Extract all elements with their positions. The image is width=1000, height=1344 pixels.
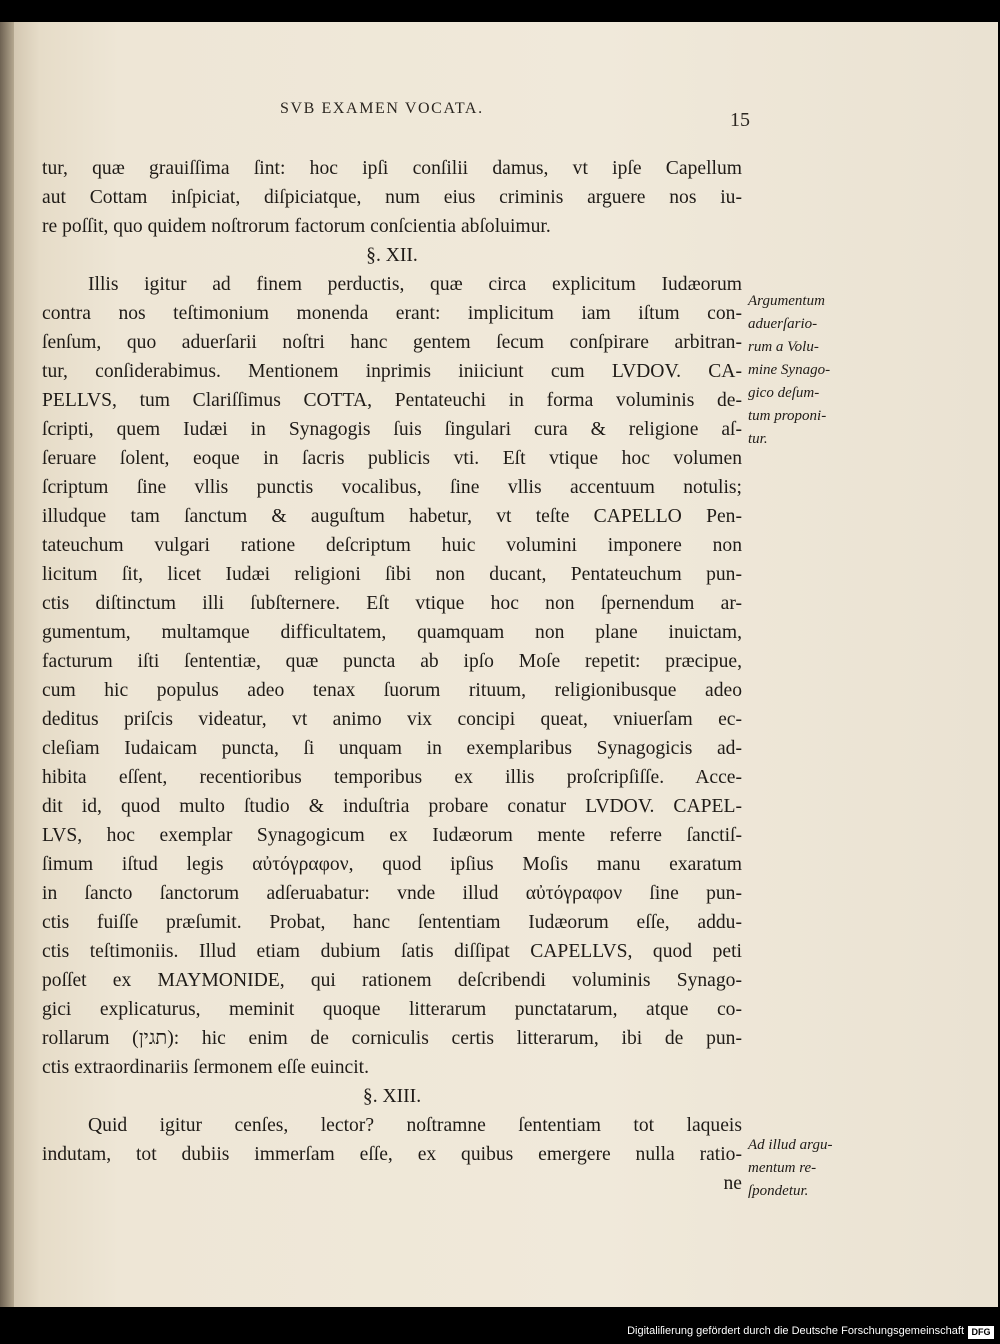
- page-header: [0, 78, 998, 131]
- text-line: indutam, tot dubiis immerſam eſſe, ex quibus emergere nulla ratio-: [42, 1144, 742, 1165]
- text-line: ſimum iſtud legis αὐτόγραφον, quod ipſius Moſis manu exaratum: [42, 854, 742, 875]
- text-line: cum hic populus adeo tenax ſuorum rituum, religionibusque adeo: [42, 680, 742, 701]
- section-heading: §. XII.: [366, 245, 418, 266]
- dfg-logo-icon: DFG: [968, 1326, 994, 1339]
- margin-note-line: Ad illud argu-: [748, 1137, 833, 1153]
- text-line: tur, quæ grauiſſima ſint: hoc ipſi conſilii damus, vt ipſe Capellum: [42, 158, 742, 179]
- section-heading: §. XIII.: [362, 1086, 422, 1107]
- running-head: SVB EXAMEN VOCATA.: [280, 100, 484, 117]
- text-line: ſeruare ſolent, eoque in ſacris publicis vti. Eſt vtique hoc volumen: [42, 448, 742, 469]
- text-line: contra nos teſtimonium monenda erant: implicitum iam iſtum con-: [42, 303, 742, 324]
- text-line: ctis diſtinctum illi ſubſternere. Eſt vtique hoc non ſpernendum ar-: [42, 593, 742, 614]
- margin-note-line: tur.: [748, 431, 768, 447]
- text-line: gici explicaturus, meminit quoque litterarum punctatarum, atque co-: [42, 999, 742, 1020]
- text-line: aut Cottam inſpiciat, diſpiciatque, num eius criminis arguere nos iu-: [42, 187, 742, 208]
- margin-note-response: [748, 1134, 888, 1203]
- text-line: poſſet ex MAYMONIDE, qui rationem deſcribendi voluminis Synago-: [42, 970, 742, 991]
- margin-note-line: aduerſario-: [748, 316, 818, 332]
- margin-note-line: tum proponi-: [748, 408, 827, 424]
- margin-note-line: Argumentum: [748, 293, 825, 309]
- text-line: cleſiam Iudaicam puncta, ſi unquam in exemplaribus Synagogicis ad-: [42, 738, 742, 759]
- book-page: [0, 22, 998, 1307]
- margin-note-line: ſpondetur.: [748, 1183, 809, 1199]
- text-line: ſcripti, quem Iudæi in Synagogis ſuis ſingulari cura & religione aſ-: [42, 419, 742, 440]
- text-line: tur, conſiderabimus. Mentionem inprimis iniiciunt cum LVDOV. CA-: [42, 361, 742, 382]
- text-line: PELLVS, tum Clariſſimus COTTA, Pentateuchi in forma voluminis de-: [42, 390, 742, 411]
- text-line: hibita eſſent, recentioribus temporibus ex illis proſcripſiſſe. Acce-: [42, 767, 742, 788]
- body-text: [42, 154, 742, 1198]
- text-line: ctis extraordinariis ſermonem eſſe euincit.: [42, 1057, 369, 1078]
- margin-note-argument: [748, 290, 888, 451]
- margin-note-line: mentum re-: [748, 1160, 817, 1176]
- margin-note-line: gico deſum-: [748, 385, 820, 401]
- text-line: ſcriptum ſine vllis punctis vocalibus, ſine vllis accentuum notulis;: [42, 477, 742, 498]
- text-line: in ſancto ſanctorum adſeruabatur: vnde illud αὐτόγραφον ſine pun-: [42, 883, 742, 904]
- text-line: dit id, quod multo ſtudio & induſtria probare conatur LVDOV. CAPEL-: [42, 796, 742, 817]
- margin-note-line: rum a Volu-: [748, 339, 819, 355]
- text-line: gumentum, multamque difficultatem, quamquam non plane inuictam,: [42, 622, 742, 643]
- footer-credit: Digitaliſierung gefördert durch die Deutsche Forschungsgemeinschaft: [627, 1325, 964, 1337]
- text-line: re poſſit, quo quidem noſtrorum factorum conſcientia abſoluimur.: [42, 216, 551, 237]
- text-line: ctis fuiſſe præſumit. Probat, hanc ſententiam Iudæorum eſſe, addu-: [42, 912, 742, 933]
- text-line: ſenſum, quo aduerſarii noſtri hanc gentem ſecum conſpirare arbitran-: [42, 332, 742, 353]
- text-line: facturum iſti ſententiæ, quæ puncta ab ipſo Moſe repetit: præcipue,: [42, 651, 742, 672]
- footer-bar: [0, 1322, 1000, 1344]
- text-line: rollarum (תגין): hic enim de corniculis certis litterarum, ibi de pun-: [42, 1028, 742, 1049]
- page-number: 15: [730, 109, 750, 131]
- text-line: illudque tam ſanctum & auguſtum habetur, vt teſte CAPELLO Pen-: [42, 506, 742, 527]
- text-line: licitum ſit, licet Iudæi religioni ſibi non ducant, Pentateuchum pun-: [42, 564, 742, 585]
- text-line: ne: [723, 1173, 742, 1194]
- text-line: Illis igitur ad finem perductis, quæ circa explicitum Iudæorum: [88, 274, 742, 295]
- text-line: deditus priſcis videatur, vt animo vix concipi queat, vniuerſam ec-: [42, 709, 742, 730]
- text-line: Quid igitur cenſes, lector? noſtramne ſententiam tot laqueis: [88, 1115, 742, 1136]
- text-line: LVS, hoc exemplar Synagogicum ex Iudæorum mente referre ſanctiſ-: [42, 825, 742, 846]
- text-line: tateuchum vulgari ratione deſcriptum huic volumini imponere non: [42, 535, 742, 556]
- text-line: ctis teſtimoniis. Illud etiam dubium ſatis diſſipat CAPELLVS, quod peti: [42, 941, 742, 962]
- margin-note-line: mine Synago-: [748, 362, 831, 378]
